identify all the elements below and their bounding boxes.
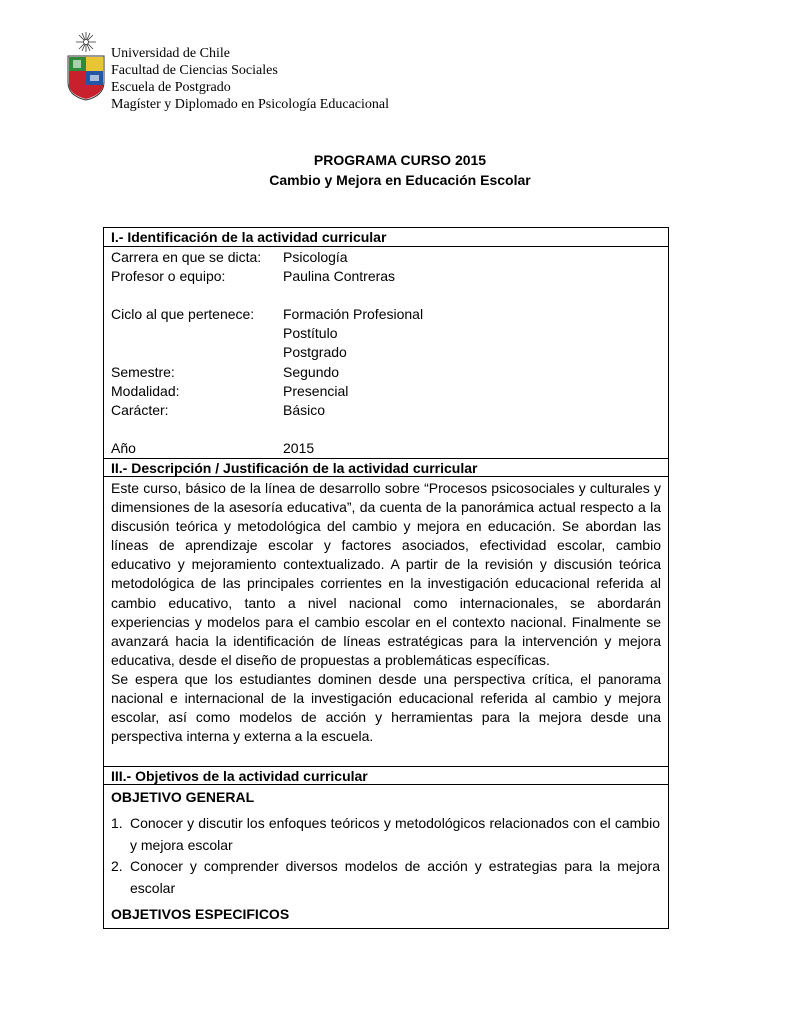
- description-paragraph-1: Este curso, básico de la línea de desarrollo sobre “Procesos psicosociales y culturales y dimensiones de la asesoría educativa”, da cuenta de la panorámica actual respecto a la discusión teórica y metodológica del cambio y mejora en educación. Se abordan las líneas de aprendizaje escolar y factores asociados, efectividad escolar, cambio educativo y mejoramiento contextualizado. A partir de la revisión y discusión teórica metodológica de las principales corrientes en la investigación educacional referida al cambio educativo, tanto a nivel nacional como internacionales, se abordarán experiencias y modelos para el cambio escolar en el contexto nacional. Finalmente se avanzará hacia la identificación de líneas estratégicas para la intervención y mejora educativa, desde el diseño de propuestas a problemáticas específicas.: [111, 480, 661, 668]
- field-label: Año: [111, 440, 136, 456]
- general-objective-heading: OBJETIVO GENERAL: [111, 789, 255, 805]
- field-label: Carácter:: [111, 402, 169, 418]
- objective-text: Conocer y discutir los enfoques teóricos y metodológicos relacionados con el cambio y mejora escolar: [130, 815, 660, 853]
- field-carrera: [111, 248, 348, 267]
- field-value: Psicología: [283, 249, 348, 265]
- description-paragraph-2: Se espera que los estudiantes dominen desde una perspectiva crítica, el panorama nacional e internacional de la investigación educacional referida al cambio y mejora escolar, así como modelos de acción y herramientas para la mejora desde una perspectiva interna y externa a la escuela.: [111, 671, 661, 745]
- specific-objectives-heading: OBJETIVOS ESPECIFICOS: [111, 906, 290, 922]
- field-value: Segundo: [283, 364, 340, 380]
- institution-line: Universidad de Chile: [111, 46, 230, 61]
- institution-line: Escuela de Postgrado: [111, 80, 231, 95]
- field-label: Ciclo al que pertenece:: [111, 306, 255, 322]
- field-value: Presencial: [283, 383, 349, 399]
- objective-number: 2.: [111, 858, 123, 874]
- field-modalidad: [111, 382, 348, 401]
- objective-number: 1.: [111, 815, 123, 831]
- section-2-heading: II.- Descripción / Justificación de la actividad curricular: [104, 458, 668, 477]
- ciclo-values: [283, 305, 423, 362]
- section-3-heading: III.- Objetivos de la actividad curricular: [104, 766, 668, 785]
- institution-line: Magíster y Diplomado en Psicología Educacional: [111, 97, 389, 112]
- field-value: Formación Profesional: [283, 306, 424, 322]
- field-semestre: [111, 363, 339, 382]
- field-ciclo: [111, 305, 283, 324]
- course-title: Cambio y Mejora en Educación Escolar: [269, 172, 531, 188]
- field-value: 2015: [283, 440, 315, 456]
- field-value: Postítulo: [283, 325, 338, 341]
- section-1-heading: I.- Identificación de la actividad curricular: [104, 228, 668, 247]
- field-caracter: [111, 401, 325, 420]
- field-value: Postgrado: [283, 344, 347, 360]
- institution-line: Facultad de Ciencias Sociales: [111, 63, 278, 78]
- document-title: [0, 150, 800, 190]
- field-label: Modalidad:: [111, 383, 180, 399]
- field-label: Carrera en que se dicta:: [111, 249, 262, 265]
- field-label: Semestre:: [111, 364, 175, 380]
- objective-item: [111, 812, 660, 856]
- letterhead: [64, 30, 464, 120]
- field-value: Paulina Contreras: [283, 268, 396, 284]
- field-anio: [111, 439, 314, 458]
- course-table: [103, 227, 669, 929]
- objective-text: Conocer y comprender diversos modelos de acción y estrategias para la mejora escolar: [130, 858, 660, 896]
- field-profesor: [111, 267, 395, 286]
- field-label: Profesor o equipo:: [111, 268, 226, 284]
- institution-lines: [111, 45, 389, 113]
- field-value: Básico: [283, 402, 326, 418]
- program-title: PROGRAMA CURSO 2015: [313, 152, 487, 168]
- university-crest-icon: [64, 30, 108, 102]
- objective-item: [111, 855, 660, 899]
